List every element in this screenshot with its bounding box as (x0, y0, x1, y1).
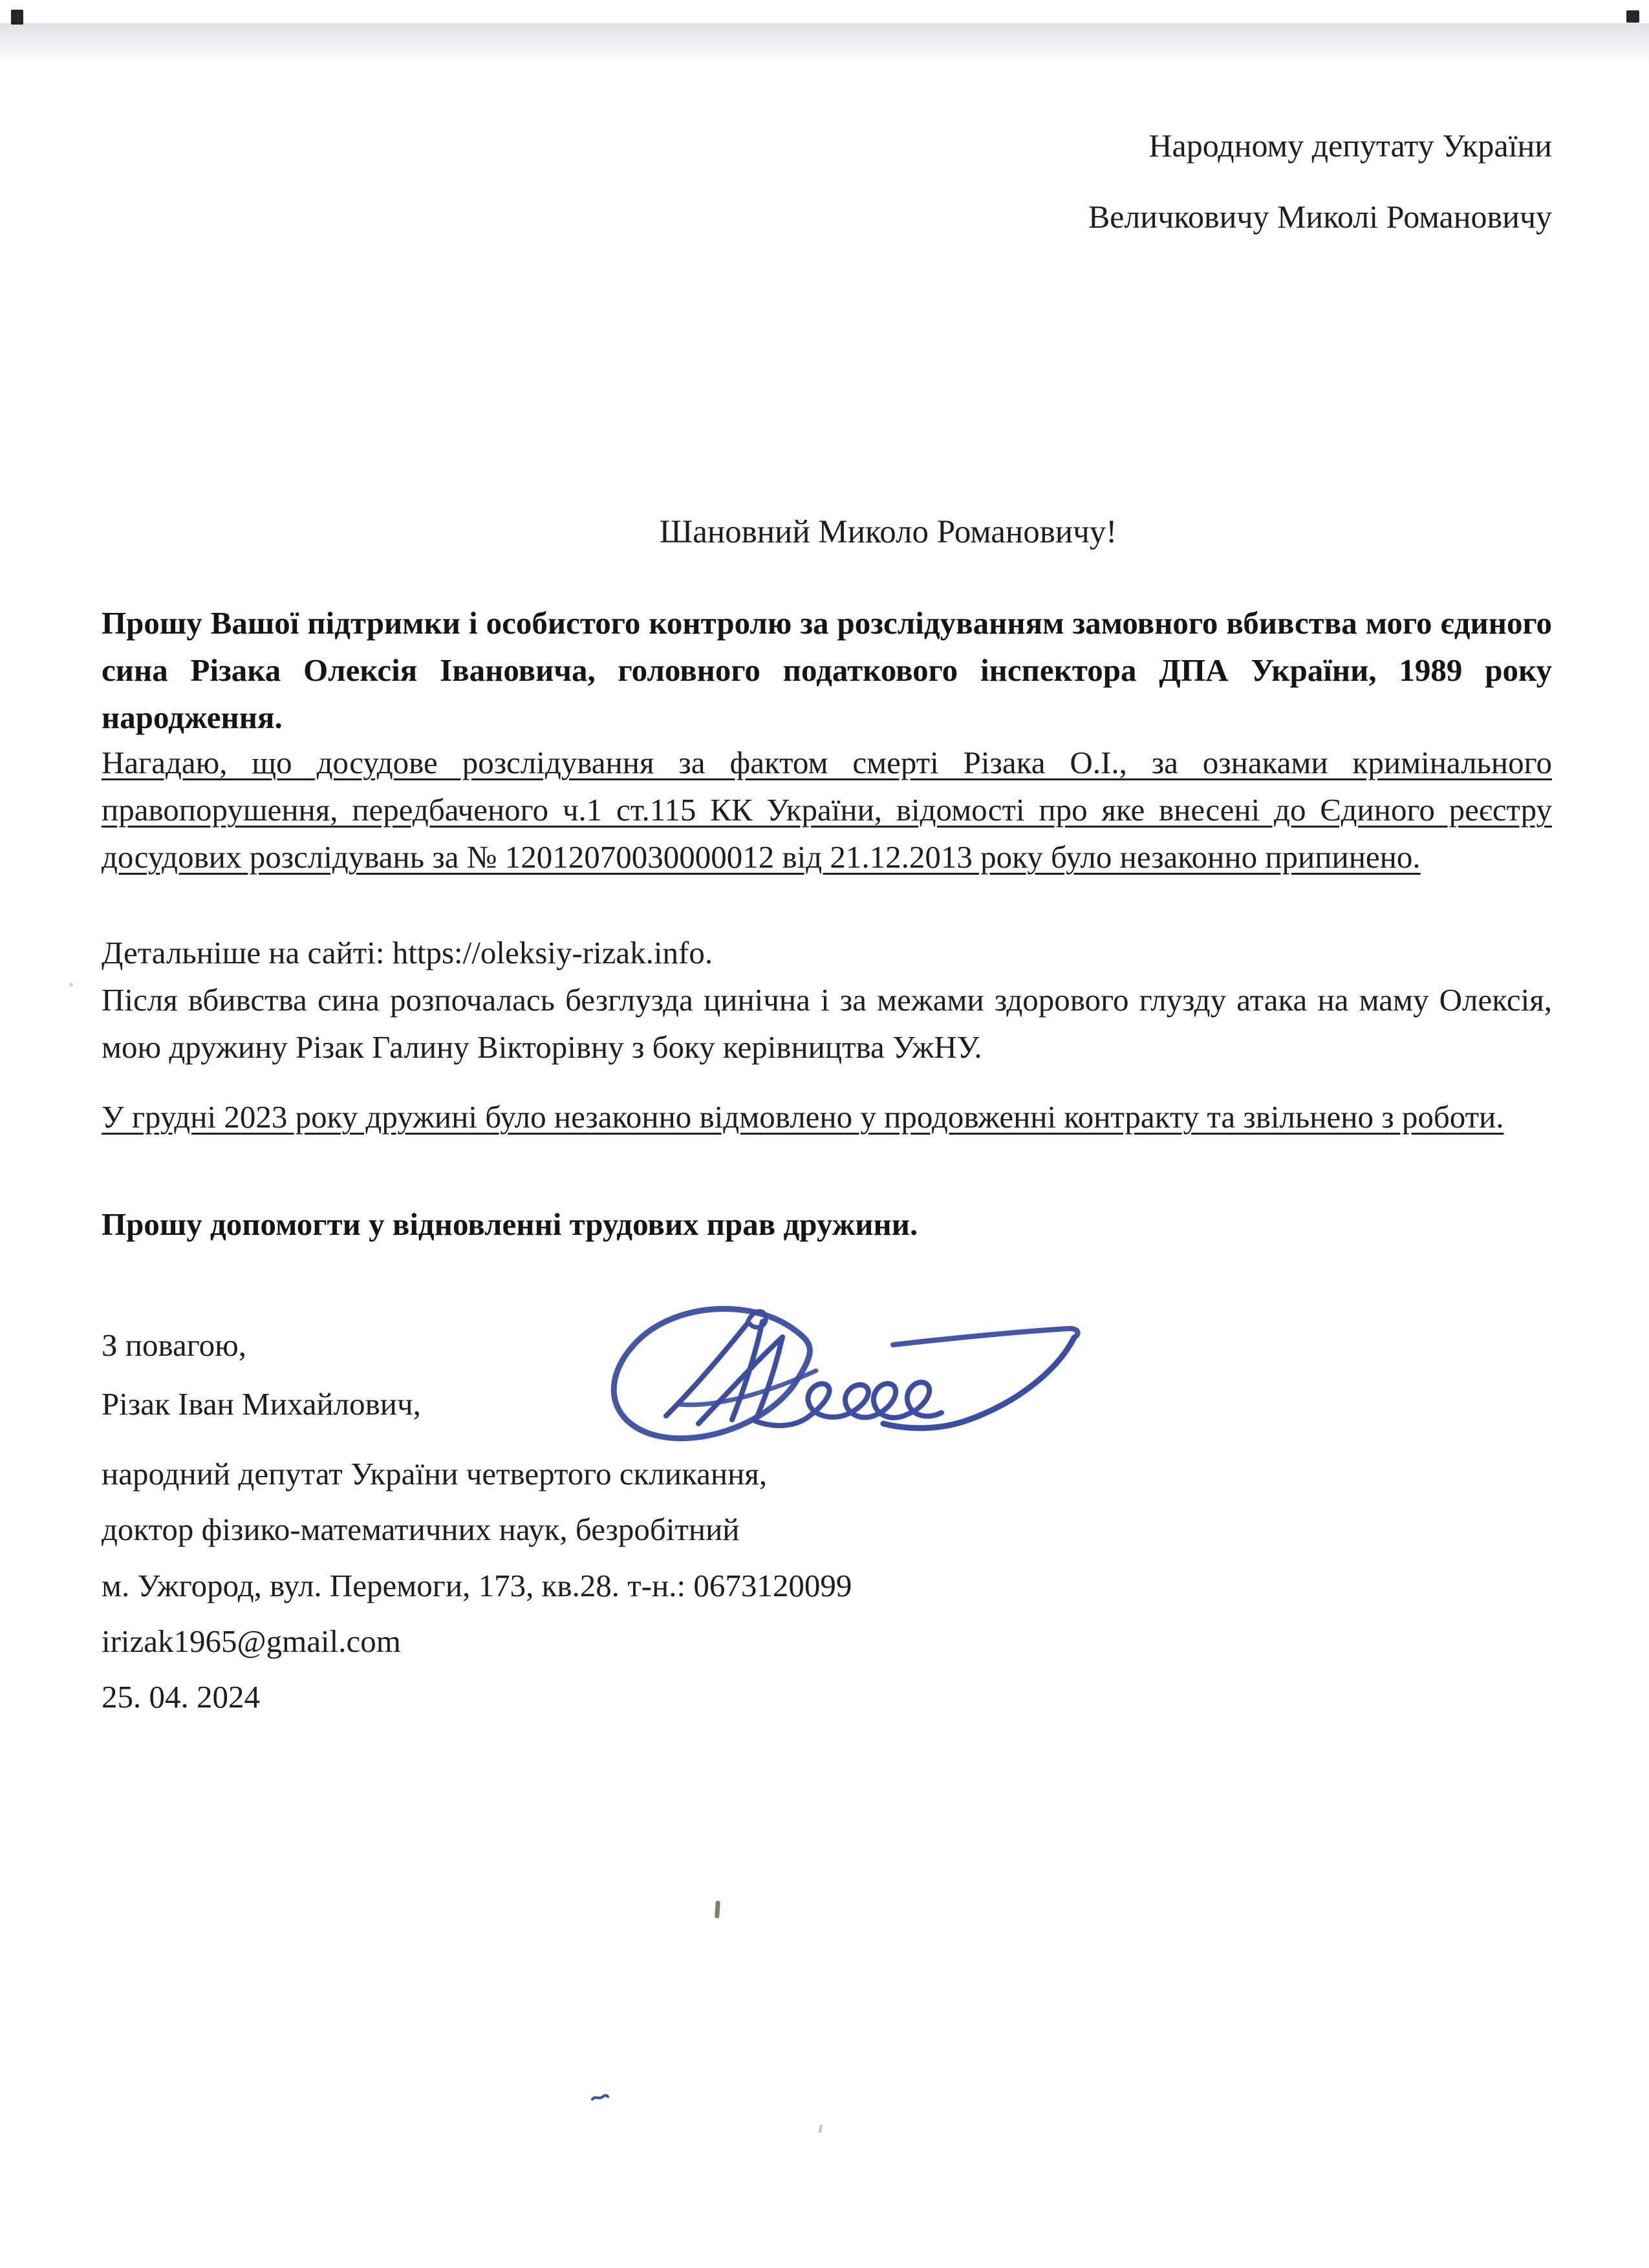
sender-name: Різак Іван Михайлович, (102, 1386, 421, 1422)
letter-date: 25. 04. 2024 (102, 1679, 260, 1715)
paragraph-investigation-reminder: Нагадаю, що досудове розслідування за фактом смерті Різака О.І., за ознаками кримінального правопорушення, передбаченого ч.1 ст.115 КК України, відомості про яке внесені до Єдиного реєстру досудових розслідувань за № 12012070030000012 від 21.12.2013 року було незаконно припинено. (102, 745, 1552, 875)
scan-speck (69, 983, 73, 987)
scan-corner-mark-left (11, 10, 23, 25)
recipient-line-2: Величковичу Миколі Романовичу (1088, 198, 1552, 235)
handwritten-signature-icon (601, 1293, 1132, 1455)
recipient-line-1: Народному депутату України (1148, 127, 1552, 164)
ink-speck (590, 2092, 610, 2102)
paragraph-help-request: Прошу допомогти у відновленні трудових прав дружини. (102, 1206, 918, 1242)
scan-corner-mark-right (1626, 10, 1639, 23)
salutation: Шановний Миколо Романовичу! (659, 514, 1117, 550)
sender-email: irizak1965@gmail.com (102, 1623, 401, 1659)
scanner-edge-shadow (0, 23, 1649, 63)
sender-credentials: доктор фізико-математичних наук, безробітний (102, 1512, 740, 1547)
paragraph-attack-on-wife: Після вбивства сина розпочалась безглузда цинічна і за межами здорового глузду атака на маму Олексія, мою дружину Різак Галину Вікторівну з боку керівництва УжНУ. (102, 982, 1552, 1065)
recipient-block (1088, 110, 1552, 252)
paragraph-contract-termination: У грудні 2023 року дружині було незаконно відмовлено у продовженні контракту та звільнено з роботи. (102, 1099, 1504, 1135)
paragraph-request-support: Прошу Вашої підтримки і особистого контролю за розслідуванням замовного вбивства мого єдиного сина Різака Олексія Івановича, головного податкового інспектора ДПА України, 1989 року народження. (102, 605, 1552, 735)
ink-speck (715, 1901, 720, 1918)
sender-title: народний депутат України четвертого скликання, (102, 1456, 768, 1492)
paragraph-website: Детальніше на сайті: https://oleksiy-rizak.info. (102, 935, 713, 970)
closing-line: З повагою, (102, 1327, 246, 1363)
sender-address: м. Ужгород, вул. Перемоги, 173, кв.28. т-н.: 0673120099 (102, 1568, 852, 1603)
scan-speck (819, 2124, 823, 2134)
